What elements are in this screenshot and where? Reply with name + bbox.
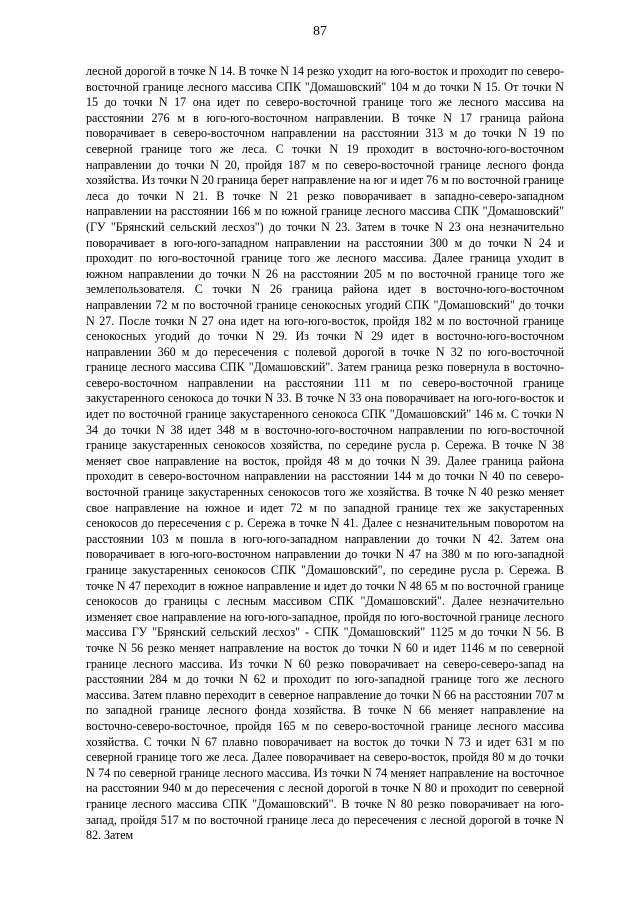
page-number: 87: [313, 24, 327, 39]
body-paragraph: лесной дорогой в точке N 14. В точке N 14 резко уходит на юго-восток и проходит по северо-восточной границе лесного массива СПК "Домашовский" 104 м до точки N 15. От точки N 15 до точки N 17 она идет по северо-восточной границе того же лесного массива на расстоянии 276 м в юго-юго-восточном направлении. В точке N 17 граница района поворачивает в северо-восточном направлении на расстоянии 313 м до точки N 19 по северной границе того же леса. С точки N 19 проходит в восточно-юго-восточном направлении до точки N 20, пройдя 187 м по северо-восточной границе лесного фонда хозяйства. Из точки N 20 граница берет направление на юг и идет 76 м по восточной границе леса до точки N 21. В точке N 21 резко поворачивает в западно-северо-западном направлении на расстоянии 166 м по южной границе лесного массива СПК "Домашовский" (ГУ "Брянский сельский лесхоз") до точки N 23. Затем в точке N 23 она незначительно поворачивает в юго-юго-западном направлении на расстоянии 300 м до точки N 24 и проходит по юго-восточной границе того же лесного массива. Далее граница уходит в южном направлении до точки N 26 на расстоянии 205 м по восточной границе того же землепользователя. С точки N 26 граница района идет в восточно-юго-восточном направлении 72 м по восточной границе сенокосных угодий СПК "Домашовский" до точки N 27. После точки N 27 она идет на юго-юго-восток, пройдя 182 м по восточной границе сенокосных угодий до точки N 29. Из точки N 29 идет в восточно-юго-восточном направлении 360 м до пересечения с полевой дорогой в точке N 32 по юго-восточной границе лесного массива СПК "Домашовский". Затем граница резко повернула в восточно-северо-восточном направлении на расстоянии 111 м по северо-восточной границе закустаренного сенокоса до точки N 33. В точке N 33 она поворачивает на юго-юго-восток и идет по восточной границе закустаренного сенокоса СПК "Домашовский" 146 м. С точки N 34 до точки N 38 идет 348 м в восточно-юго-восточном направлении по юго-восточной границе закустаренных сенокосов хозяйства, по середине русла р. Сережа. В точке N 38 меняет свое направление на восток, пройдя 48 м до точки N 39. Далее граница района проходит в северо-восточном направлении на расстоянии 144 м до точки N 40 по северо-восточной границе закустаренных сенокосов того же хозяйства. В точке N 40 резко меняет свое направление на южное и идет 72 м по западной границе тех же закустаренных сенокосов до пересечения с р. Сережа в точке N 41. Далее с незначительным поворотом на расстоянии 103 м пошла в юго-юго-западном направлении до точки N 42. Затем она поворачивает в юго-юго-восточном направлении до точки N 47 на 380 м по юго-западной границе закустаренных сенокосов СПК "Домашовский", по середине русла р. Сережа. В точке N 47 переходит в южное направление и идет до точки N 48 65 м по восточной границе сенокосов до границы с лесным массивом СПК "Домашовский". Далее незначительно изменяет свое направление на юго-юго-западное, пройдя по юго-восточной границе лесного массива ГУ "Брянский сельский лесхоз" - СПК "Домашовский" 1125 м до точки N 56. В точке N 56 резко меняет направление на восток до точки N 60 и идет 1146 м по северной границе лесного массива. Из точки N 60 резко поворачивает на северо-северо-запад на расстоянии 284 м до точки N 62 и проходит по юго-западной границе того же лесного массива. Затем плавно переходит в северное направление до точки N 66 на расстоянии 707 м по западной границе лесного фонда хозяйства. В точке N 66 меняет направление на восточно-северо-восточное, пройдя 165 м по северо-восточной границе лесного массива хозяйства. С точки N 67 плавно поворачивает на восток до точки N 73 и идет 631 м по северной границе того же леса. Далее поворачивает на северо-восток, пройдя 80 м до точки N 74 по северной границе лесного массива. Из точки N 74 меняет направление на восточное на расстоянии 940 м до пересечения с лесной дорогой в точке N 80 и проходит по северной границе лесного массива СПК "Домашовский". В точке N 80 резко поворачивает на юго-запад, пройдя 517 м по восточной границе леса до пересечения с лесной дорогой в точке N 82. Затем: [86, 64, 564, 843]
